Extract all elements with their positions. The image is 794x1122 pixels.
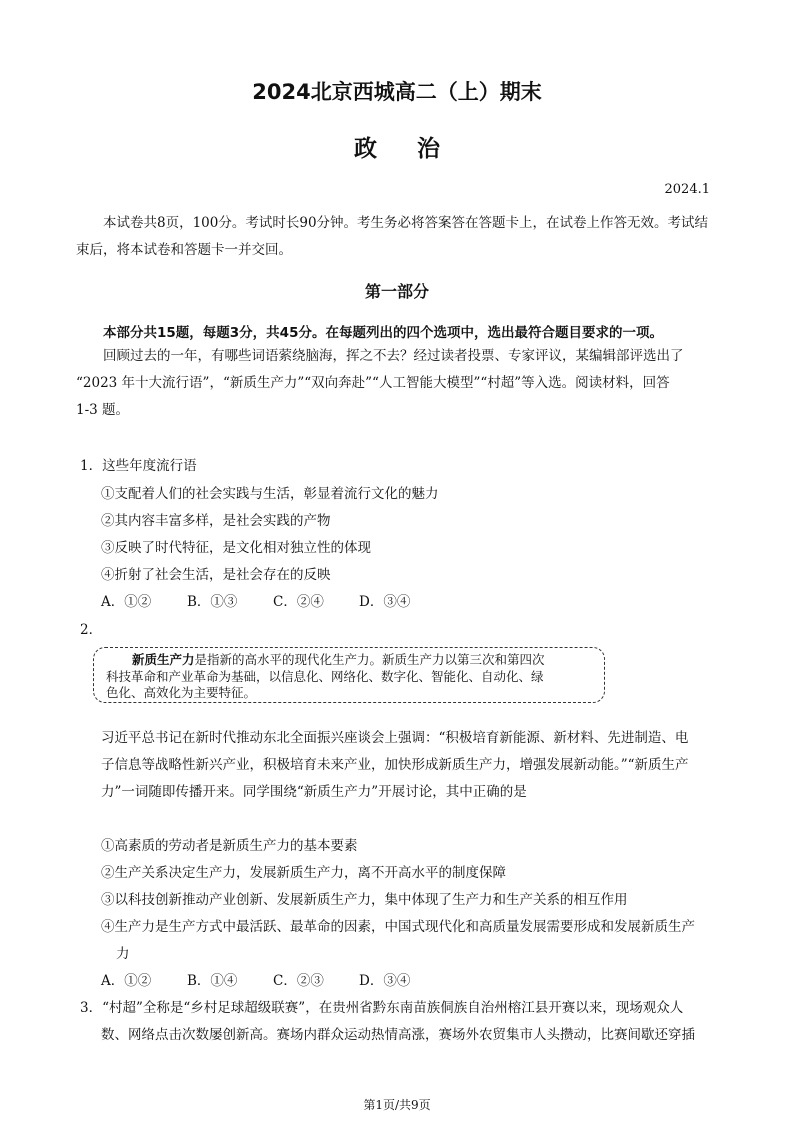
q3-line-2: 数、网络点击次数屡创新高。赛场内群众运动热情高涨，赛场外农贸集市人头攒动，比赛间歇还穿插: [101, 1027, 695, 1043]
instructions-line-2: 束后，将本试卷和答题卡一并交回。: [76, 242, 292, 258]
q2-statement-1: ①高素质的劳动者是新质生产力的基本要素: [101, 838, 358, 854]
q2-statement-4-cont: 力: [116, 946, 130, 962]
q2-material: [101, 725, 723, 806]
box-term: 新质生产力: [132, 652, 195, 667]
q2-option-b: B．①④: [187, 973, 238, 989]
q2-statement-4: ④生产力是生产方式中最活跃、最革命的因素，中国式现代化和高质量发展需要形成和发展新质生产: [101, 919, 695, 935]
q2-number: 2．: [80, 622, 103, 638]
q1-statement-1: ①支配着人们的社会实践与生活，彰显着流行文化的魅力: [101, 486, 439, 502]
intro-line-2: “2023 年十大流行语”，“新质生产力”“双向奔赴”“人工智能大模型”“村超”等入选。阅读材料，回答: [76, 375, 670, 391]
definition-box: [93, 647, 605, 703]
q1-statement-2: ②其内容丰富多样，是社会实践的产物: [101, 513, 331, 529]
box-line-1: [106, 652, 592, 669]
box-line-3: 色化、高效化为主要特征。: [106, 685, 257, 700]
box-line-1-text: 是指新的高水平的现代化生产力。新质生产力以第三次和第四次: [194, 652, 545, 667]
q2-option-d: D．③④: [359, 973, 411, 989]
subject-title: 政治: [354, 136, 480, 162]
q2-material-line-2: 子信息等战略性新兴产业，积极培育未来产业，加快形成新质生产力，增强发展新动能。”“新质生产: [101, 757, 689, 773]
q1-option-c: C．②④: [273, 594, 324, 610]
part-heading: 第一部分: [364, 282, 429, 301]
intro-line-1: 回顾过去的一年，有哪些词语萦绕脑海，挥之不去？经过读者投票、专家评议，某编辑部评选出了: [103, 348, 684, 364]
q2-statement-2: ②生产关系决定生产力，发展新质生产力，离不开高水平的制度保障: [101, 865, 506, 881]
q1-option-b: B．①③: [187, 594, 238, 610]
q3-line-1: 3．“村超”全称是“乡村足球超级联赛”，在贵州省黔东南苗族侗族自治州榕江县开赛以来，现场观众人: [80, 1000, 684, 1016]
instructions: [76, 210, 724, 264]
page-number: 第1页/共9页: [363, 1098, 431, 1112]
q2-statement-3: ③以科技创新推动产业创新、发展新质生产力，集中体现了生产力和生产关系的相互作用: [101, 892, 628, 908]
exam-title: 2024北京西城高二（上）期末: [252, 80, 542, 104]
part-intro: [76, 343, 724, 424]
intro-line-3: 1-3 题。: [76, 402, 130, 418]
q2-option-c: C．②③: [273, 973, 324, 989]
q2-material-line-1: 习近平总书记在新时代推动东北全面振兴座谈会上强调：“积极培育新能源、新材料、先进制造、电: [101, 730, 689, 746]
exam-date: 2024.1: [664, 182, 710, 197]
q2-option-a: A．①②: [101, 973, 152, 989]
box-line-2: 科技革命和产业革命为基础，以信息化、网络化、数字化、智能化、自动化、绿: [106, 668, 544, 684]
q1-statement-4: ④折射了社会生活，是社会存在的反映: [101, 567, 331, 583]
q1-stem: 1．这些年度流行语: [80, 458, 197, 474]
q1-option-d: D．③④: [359, 594, 411, 610]
q1-statement-3: ③反映了时代特征，是文化相对独立性的体现: [101, 540, 371, 556]
q1-option-a: A．①②: [101, 594, 152, 610]
part-rule: 本部分共15题，每题3分，共45分。在每题列出的四个选项中，选出最符合题目要求的一项。: [103, 325, 663, 341]
q2-material-line-3: 力”一词随即传播开来。同学围绕“新质生产力”开展讨论，其中正确的是: [101, 784, 527, 800]
instructions-line-1: 本试卷共8页，100分。考试时长90分钟。考生务必将答案答在答题卡上，在试卷上作答无效。考试结: [103, 215, 709, 231]
